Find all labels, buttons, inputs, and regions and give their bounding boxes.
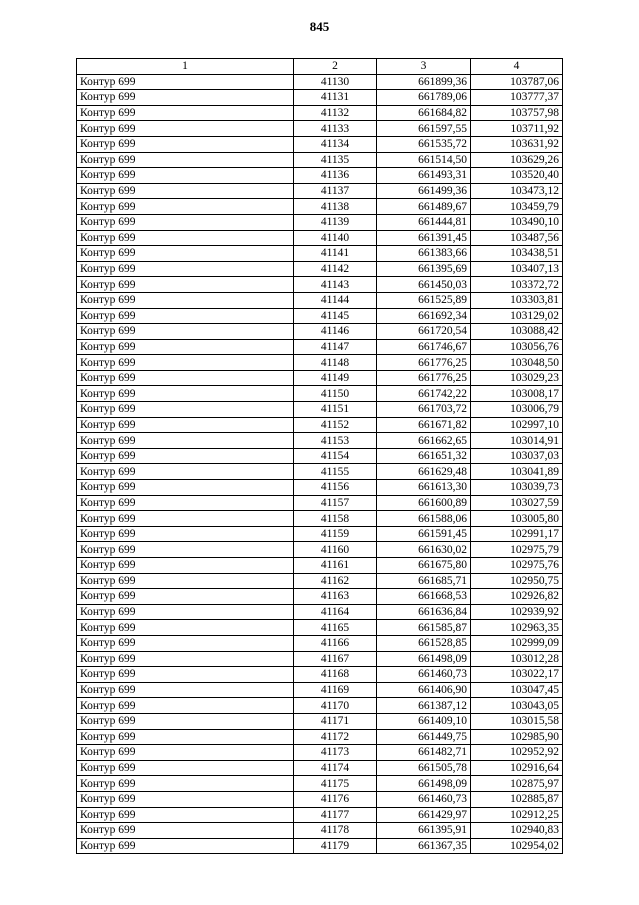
- x-coordinate-cell: 661671,82: [377, 417, 471, 433]
- contour-cell: Контур 699: [77, 573, 294, 589]
- x-coordinate-cell: 661498,09: [377, 776, 471, 792]
- contour-cell: Контур 699: [77, 339, 294, 355]
- contour-cell: Контур 699: [77, 838, 294, 854]
- point-number-cell: 41134: [294, 136, 377, 152]
- table-row: [77, 682, 563, 698]
- table-row: [77, 214, 563, 230]
- contour-cell: Контур 699: [77, 823, 294, 839]
- point-number-cell: 41174: [294, 760, 377, 776]
- x-coordinate-cell: 661720,54: [377, 324, 471, 340]
- contour-cell: Контур 699: [77, 74, 294, 90]
- x-coordinate-cell: 661449,75: [377, 729, 471, 745]
- x-coordinate-cell: 661684,82: [377, 105, 471, 121]
- table-row: [77, 199, 563, 215]
- y-coordinate-cell: 103006,79: [471, 402, 563, 418]
- contour-cell: Контур 699: [77, 324, 294, 340]
- contour-cell: Контур 699: [77, 776, 294, 792]
- x-coordinate-cell: 661588,06: [377, 511, 471, 527]
- point-number-cell: 41164: [294, 604, 377, 620]
- point-number-cell: 41173: [294, 745, 377, 761]
- contour-cell: Контур 699: [77, 90, 294, 106]
- contour-cell: Контур 699: [77, 698, 294, 714]
- table-row: [77, 448, 563, 464]
- table-row: [77, 526, 563, 542]
- y-coordinate-cell: 103372,72: [471, 277, 563, 293]
- contour-cell: Контур 699: [77, 292, 294, 308]
- x-coordinate-cell: 661395,69: [377, 261, 471, 277]
- contour-cell: Контур 699: [77, 604, 294, 620]
- y-coordinate-cell: 102950,75: [471, 573, 563, 589]
- table-row: [77, 370, 563, 386]
- y-coordinate-cell: 103027,59: [471, 495, 563, 511]
- y-coordinate-cell: 103777,37: [471, 90, 563, 106]
- table-row: [77, 589, 563, 605]
- table-row: [77, 355, 563, 371]
- point-number-cell: 41137: [294, 183, 377, 199]
- y-coordinate-cell: 103039,73: [471, 480, 563, 496]
- table-row: [77, 292, 563, 308]
- x-coordinate-cell: 661789,06: [377, 90, 471, 106]
- contour-cell: Контур 699: [77, 136, 294, 152]
- contour-cell: Контур 699: [77, 729, 294, 745]
- point-number-cell: 41153: [294, 433, 377, 449]
- y-coordinate-cell: 103490,10: [471, 214, 563, 230]
- y-coordinate-cell: 102912,25: [471, 807, 563, 823]
- page-number: 845: [309, 19, 330, 34]
- point-number-cell: 41177: [294, 807, 377, 823]
- point-number-cell: 41171: [294, 713, 377, 729]
- table-row: [77, 635, 563, 651]
- point-number-cell: 41144: [294, 292, 377, 308]
- x-coordinate-cell: 661613,30: [377, 480, 471, 496]
- x-coordinate-cell: 661514,50: [377, 152, 471, 168]
- y-coordinate-cell: 102952,92: [471, 745, 563, 761]
- y-coordinate-cell: 103629,26: [471, 152, 563, 168]
- coordinates-table: [76, 58, 563, 854]
- contour-cell: Контур 699: [77, 526, 294, 542]
- contour-cell: Контур 699: [77, 635, 294, 651]
- x-coordinate-cell: 661489,67: [377, 199, 471, 215]
- x-coordinate-cell: 661651,32: [377, 448, 471, 464]
- table-row: [77, 713, 563, 729]
- point-number-cell: 41170: [294, 698, 377, 714]
- point-number-cell: 41172: [294, 729, 377, 745]
- y-coordinate-cell: 103487,56: [471, 230, 563, 246]
- contour-cell: Контур 699: [77, 277, 294, 293]
- table-row: [77, 791, 563, 807]
- y-coordinate-cell: 103014,91: [471, 433, 563, 449]
- point-number-cell: 41148: [294, 355, 377, 371]
- table-row: [77, 339, 563, 355]
- contour-cell: Контур 699: [77, 308, 294, 324]
- y-coordinate-cell: 102939,92: [471, 604, 563, 620]
- point-number-cell: 41150: [294, 386, 377, 402]
- table-row: [77, 464, 563, 480]
- point-number-cell: 41139: [294, 214, 377, 230]
- x-coordinate-cell: 661460,73: [377, 667, 471, 683]
- point-number-cell: 41166: [294, 635, 377, 651]
- point-number-cell: 41151: [294, 402, 377, 418]
- point-number-cell: 41156: [294, 480, 377, 496]
- point-number-cell: 41176: [294, 791, 377, 807]
- x-coordinate-cell: 661636,84: [377, 604, 471, 620]
- y-coordinate-cell: 102926,82: [471, 589, 563, 605]
- table-row: [77, 230, 563, 246]
- contour-cell: Контур 699: [77, 667, 294, 683]
- point-number-cell: 41143: [294, 277, 377, 293]
- y-coordinate-cell: 103012,28: [471, 651, 563, 667]
- x-coordinate-cell: 661444,81: [377, 214, 471, 230]
- x-coordinate-cell: 661450,03: [377, 277, 471, 293]
- point-number-cell: 41178: [294, 823, 377, 839]
- y-coordinate-cell: 102985,90: [471, 729, 563, 745]
- contour-cell: Контур 699: [77, 121, 294, 137]
- contour-cell: Контур 699: [77, 713, 294, 729]
- point-number-cell: 41165: [294, 620, 377, 636]
- point-number-cell: 41133: [294, 121, 377, 137]
- contour-cell: Контур 699: [77, 370, 294, 386]
- contour-cell: Контур 699: [77, 168, 294, 184]
- table-row: [77, 698, 563, 714]
- point-number-cell: 41130: [294, 74, 377, 90]
- header-row: [77, 59, 563, 75]
- x-coordinate-cell: 661668,53: [377, 589, 471, 605]
- x-coordinate-cell: 661460,73: [377, 791, 471, 807]
- y-coordinate-cell: 102991,17: [471, 526, 563, 542]
- y-coordinate-cell: 103129,02: [471, 308, 563, 324]
- x-coordinate-cell: 661387,12: [377, 698, 471, 714]
- y-coordinate-cell: 103056,76: [471, 339, 563, 355]
- point-number-cell: 41167: [294, 651, 377, 667]
- x-coordinate-cell: 661685,71: [377, 573, 471, 589]
- table-row: [77, 246, 563, 262]
- x-coordinate-cell: 661505,78: [377, 760, 471, 776]
- x-coordinate-cell: 661585,87: [377, 620, 471, 636]
- y-coordinate-cell: 103711,92: [471, 121, 563, 137]
- table-row: [77, 261, 563, 277]
- point-number-cell: 41135: [294, 152, 377, 168]
- contour-cell: Контур 699: [77, 448, 294, 464]
- point-number-cell: 41161: [294, 558, 377, 574]
- point-number-cell: 41149: [294, 370, 377, 386]
- point-number-cell: 41145: [294, 308, 377, 324]
- contour-cell: Контур 699: [77, 417, 294, 433]
- contour-cell: Контур 699: [77, 402, 294, 418]
- x-coordinate-cell: 661591,45: [377, 526, 471, 542]
- point-number-cell: 41136: [294, 168, 377, 184]
- contour-cell: Контур 699: [77, 542, 294, 558]
- contour-cell: Контур 699: [77, 760, 294, 776]
- table-row: [77, 433, 563, 449]
- y-coordinate-cell: 102975,79: [471, 542, 563, 558]
- x-coordinate-cell: 661675,80: [377, 558, 471, 574]
- table-row: [77, 573, 563, 589]
- x-coordinate-cell: 661630,02: [377, 542, 471, 558]
- table-row: [77, 74, 563, 90]
- y-coordinate-cell: 103473,12: [471, 183, 563, 199]
- point-number-cell: 41147: [294, 339, 377, 355]
- column-header-1: 1: [77, 59, 294, 75]
- contour-cell: Контур 699: [77, 464, 294, 480]
- y-coordinate-cell: 102954,02: [471, 838, 563, 854]
- contour-cell: Контур 699: [77, 480, 294, 496]
- y-coordinate-cell: 103407,13: [471, 261, 563, 277]
- x-coordinate-cell: 661600,89: [377, 495, 471, 511]
- contour-cell: Контур 699: [77, 199, 294, 215]
- y-coordinate-cell: 103037,03: [471, 448, 563, 464]
- contour-cell: Контур 699: [77, 214, 294, 230]
- y-coordinate-cell: 102916,64: [471, 760, 563, 776]
- x-coordinate-cell: 661528,85: [377, 635, 471, 651]
- x-coordinate-cell: 661391,45: [377, 230, 471, 246]
- table-row: [77, 511, 563, 527]
- table-row: [77, 402, 563, 418]
- point-number-cell: 41141: [294, 246, 377, 262]
- table-row: [77, 417, 563, 433]
- y-coordinate-cell: 103088,42: [471, 324, 563, 340]
- point-number-cell: 41152: [294, 417, 377, 433]
- y-coordinate-cell: 103757,98: [471, 105, 563, 121]
- table-row: [77, 729, 563, 745]
- x-coordinate-cell: 661776,25: [377, 355, 471, 371]
- contour-cell: Контур 699: [77, 495, 294, 511]
- y-coordinate-cell: 103048,50: [471, 355, 563, 371]
- y-coordinate-cell: 103787,06: [471, 74, 563, 90]
- point-number-cell: 41175: [294, 776, 377, 792]
- y-coordinate-cell: 103631,92: [471, 136, 563, 152]
- contour-cell: Контур 699: [77, 246, 294, 262]
- table-row: [77, 823, 563, 839]
- point-number-cell: 41157: [294, 495, 377, 511]
- point-number-cell: 41140: [294, 230, 377, 246]
- table-row: [77, 183, 563, 199]
- y-coordinate-cell: 103459,79: [471, 199, 563, 215]
- y-coordinate-cell: 102885,87: [471, 791, 563, 807]
- y-coordinate-cell: 103041,89: [471, 464, 563, 480]
- contour-cell: Контур 699: [77, 152, 294, 168]
- column-header-2: 2: [294, 59, 377, 75]
- contour-cell: Контур 699: [77, 651, 294, 667]
- table-row: [77, 168, 563, 184]
- contour-cell: Контур 699: [77, 355, 294, 371]
- y-coordinate-cell: 103520,40: [471, 168, 563, 184]
- point-number-cell: 41132: [294, 105, 377, 121]
- point-number-cell: 41146: [294, 324, 377, 340]
- contour-cell: Контур 699: [77, 386, 294, 402]
- table-row: [77, 776, 563, 792]
- table-row: [77, 651, 563, 667]
- x-coordinate-cell: 661406,90: [377, 682, 471, 698]
- y-coordinate-cell: 102975,76: [471, 558, 563, 574]
- point-number-cell: 41162: [294, 573, 377, 589]
- table-row: [77, 838, 563, 854]
- contour-cell: Контур 699: [77, 230, 294, 246]
- table-row: [77, 495, 563, 511]
- x-coordinate-cell: 661482,71: [377, 745, 471, 761]
- column-header-4: 4: [471, 59, 563, 75]
- y-coordinate-cell: 103043,05: [471, 698, 563, 714]
- y-coordinate-cell: 102999,09: [471, 635, 563, 651]
- x-coordinate-cell: 661409,10: [377, 713, 471, 729]
- table-row: [77, 277, 563, 293]
- contour-cell: Контур 699: [77, 261, 294, 277]
- y-coordinate-cell: 102875,97: [471, 776, 563, 792]
- x-coordinate-cell: 661367,35: [377, 838, 471, 854]
- point-number-cell: 41155: [294, 464, 377, 480]
- contour-cell: Контур 699: [77, 589, 294, 605]
- table-row: [77, 152, 563, 168]
- point-number-cell: 41168: [294, 667, 377, 683]
- table-row: [77, 136, 563, 152]
- table-row: [77, 121, 563, 137]
- x-coordinate-cell: 661662,65: [377, 433, 471, 449]
- y-coordinate-cell: 103015,58: [471, 713, 563, 729]
- table-body: [77, 74, 563, 854]
- table-row: [77, 542, 563, 558]
- y-coordinate-cell: 103008,17: [471, 386, 563, 402]
- y-coordinate-cell: 102997,10: [471, 417, 563, 433]
- y-coordinate-cell: 103005,80: [471, 511, 563, 527]
- x-coordinate-cell: 661383,66: [377, 246, 471, 262]
- contour-cell: Контур 699: [77, 105, 294, 121]
- table-row: [77, 807, 563, 823]
- point-number-cell: 41158: [294, 511, 377, 527]
- x-coordinate-cell: 661629,48: [377, 464, 471, 480]
- contour-cell: Контур 699: [77, 807, 294, 823]
- table-row: [77, 558, 563, 574]
- contour-cell: Контур 699: [77, 620, 294, 636]
- point-number-cell: 41142: [294, 261, 377, 277]
- x-coordinate-cell: 661776,25: [377, 370, 471, 386]
- y-coordinate-cell: 102940,83: [471, 823, 563, 839]
- table-row: [77, 105, 563, 121]
- y-coordinate-cell: 103303,81: [471, 292, 563, 308]
- y-coordinate-cell: 103029,23: [471, 370, 563, 386]
- table-row: [77, 760, 563, 776]
- contour-cell: Контур 699: [77, 558, 294, 574]
- point-number-cell: 41160: [294, 542, 377, 558]
- x-coordinate-cell: 661746,67: [377, 339, 471, 355]
- point-number-cell: 41159: [294, 526, 377, 542]
- table-row: [77, 324, 563, 340]
- point-number-cell: 41169: [294, 682, 377, 698]
- table-row: [77, 90, 563, 106]
- x-coordinate-cell: 661395,91: [377, 823, 471, 839]
- x-coordinate-cell: 661429,97: [377, 807, 471, 823]
- y-coordinate-cell: 103047,45: [471, 682, 563, 698]
- table-row: [77, 667, 563, 683]
- point-number-cell: 41131: [294, 90, 377, 106]
- x-coordinate-cell: 661535,72: [377, 136, 471, 152]
- table-row: [77, 745, 563, 761]
- table-row: [77, 386, 563, 402]
- x-coordinate-cell: 661493,31: [377, 168, 471, 184]
- point-number-cell: 41163: [294, 589, 377, 605]
- contour-cell: Контур 699: [77, 682, 294, 698]
- contour-cell: Контур 699: [77, 183, 294, 199]
- point-number-cell: 41154: [294, 448, 377, 464]
- x-coordinate-cell: 661703,72: [377, 402, 471, 418]
- table-row: [77, 604, 563, 620]
- y-coordinate-cell: 102963,35: [471, 620, 563, 636]
- x-coordinate-cell: 661742,22: [377, 386, 471, 402]
- x-coordinate-cell: 661498,09: [377, 651, 471, 667]
- point-number-cell: 41179: [294, 838, 377, 854]
- table-header: [77, 59, 563, 75]
- x-coordinate-cell: 661899,36: [377, 74, 471, 90]
- contour-cell: Контур 699: [77, 745, 294, 761]
- y-coordinate-cell: 103022,17: [471, 667, 563, 683]
- contour-cell: Контур 699: [77, 791, 294, 807]
- contour-cell: Контур 699: [77, 511, 294, 527]
- table-row: [77, 620, 563, 636]
- x-coordinate-cell: 661597,55: [377, 121, 471, 137]
- y-coordinate-cell: 103438,51: [471, 246, 563, 262]
- x-coordinate-cell: 661499,36: [377, 183, 471, 199]
- point-number-cell: 41138: [294, 199, 377, 215]
- table-row: [77, 308, 563, 324]
- x-coordinate-cell: 661692,34: [377, 308, 471, 324]
- column-header-3: 3: [377, 59, 471, 75]
- x-coordinate-cell: 661525,89: [377, 292, 471, 308]
- table-row: [77, 480, 563, 496]
- contour-cell: Контур 699: [77, 433, 294, 449]
